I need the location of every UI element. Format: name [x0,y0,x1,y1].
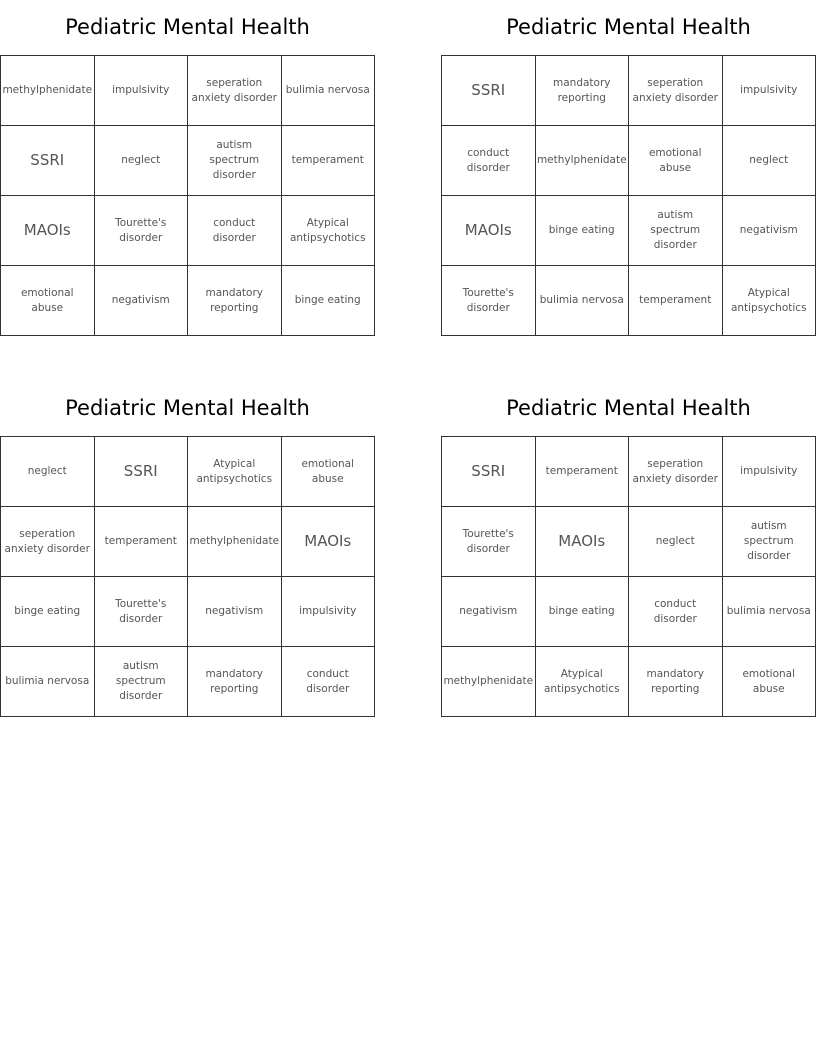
card-title: Pediatric Mental Health [506,15,751,39]
bingo-cell: emotional abuse [282,437,376,507]
bingo-cell: Atypical antipsychotics [536,647,630,717]
bingo-cell: Atypical antipsychotics [723,266,816,336]
bingo-cell: autism spectrum disorder [723,507,816,577]
bingo-cell: methylphenidate [188,507,282,577]
card-title: Pediatric Mental Health [65,396,310,420]
bingo-cell: SSRI [442,437,536,507]
bingo-cell: binge eating [282,266,376,336]
bingo-cell: Tourette's disorder [442,266,536,336]
bingo-cell: mandatory reporting [629,647,723,717]
bingo-cell: methylphenidate [442,647,536,717]
bingo-cell: Tourette's disorder [442,507,536,577]
bingo-cell: SSRI [1,126,95,196]
bingo-cell: MAOIs [442,196,536,266]
bingo-cell: binge eating [1,577,95,647]
bingo-cell: impulsivity [282,577,376,647]
bingo-grid [0,55,375,336]
bingo-cell: methylphenidate [536,126,630,196]
bingo-card-2 [441,0,816,336]
bingo-cell: seperation anxiety disorder [1,507,95,577]
bingo-cell: autism spectrum disorder [95,647,189,717]
bingo-cell: bulimia nervosa [282,56,376,126]
bingo-cell: neglect [723,126,816,196]
bingo-cell: binge eating [536,196,630,266]
bingo-cell: temperament [95,507,189,577]
bingo-cell: autism spectrum disorder [188,126,282,196]
bingo-card-4 [441,381,816,717]
bingo-cell: binge eating [536,577,630,647]
bingo-cell: emotional abuse [629,126,723,196]
bingo-card-3 [0,381,375,717]
bingo-cell: Atypical antipsychotics [282,196,376,266]
bingo-cell: seperation anxiety disorder [629,437,723,507]
bingo-cell: bulimia nervosa [1,647,95,717]
bingo-cell: MAOIs [1,196,95,266]
bingo-cell: mandatory reporting [536,56,630,126]
bingo-cell: Tourette's disorder [95,577,189,647]
bingo-cell: emotional abuse [1,266,95,336]
bingo-cell: Tourette's disorder [95,196,189,266]
bingo-cell: conduct disorder [629,577,723,647]
bingo-cell: conduct disorder [442,126,536,196]
bingo-cell: negativism [188,577,282,647]
bingo-cell: conduct disorder [188,196,282,266]
bingo-cell: temperament [536,437,630,507]
bingo-cell: impulsivity [723,437,816,507]
bingo-card-1 [0,0,375,336]
card-title: Pediatric Mental Health [65,15,310,39]
bingo-cell: autism spectrum disorder [629,196,723,266]
bingo-cell: mandatory reporting [188,266,282,336]
bingo-cell: seperation anxiety disorder [629,56,723,126]
bingo-cell: mandatory reporting [188,647,282,717]
bingo-cell: negativism [95,266,189,336]
bingo-cell: MAOIs [536,507,630,577]
bingo-cell: bulimia nervosa [536,266,630,336]
bingo-cell: temperament [629,266,723,336]
bingo-cell: negativism [442,577,536,647]
bingo-cell: temperament [282,126,376,196]
bingo-cell: SSRI [95,437,189,507]
bingo-cell: MAOIs [282,507,376,577]
bingo-cell: neglect [629,507,723,577]
bingo-cell: neglect [1,437,95,507]
bingo-grid [441,55,816,336]
bingo-cell: methylphenidate [1,56,95,126]
bingo-grid [0,436,375,717]
bingo-cell: conduct disorder [282,647,376,717]
bingo-cell: Atypical antipsychotics [188,437,282,507]
bingo-cell: neglect [95,126,189,196]
bingo-grid [441,436,816,717]
bingo-cell: SSRI [442,56,536,126]
bingo-cell: impulsivity [723,56,816,126]
card-title: Pediatric Mental Health [506,396,751,420]
bingo-cell: negativism [723,196,816,266]
bingo-cell: bulimia nervosa [723,577,816,647]
bingo-cell: seperation anxiety disorder [188,56,282,126]
bingo-cell: impulsivity [95,56,189,126]
bingo-cell: emotional abuse [723,647,816,717]
